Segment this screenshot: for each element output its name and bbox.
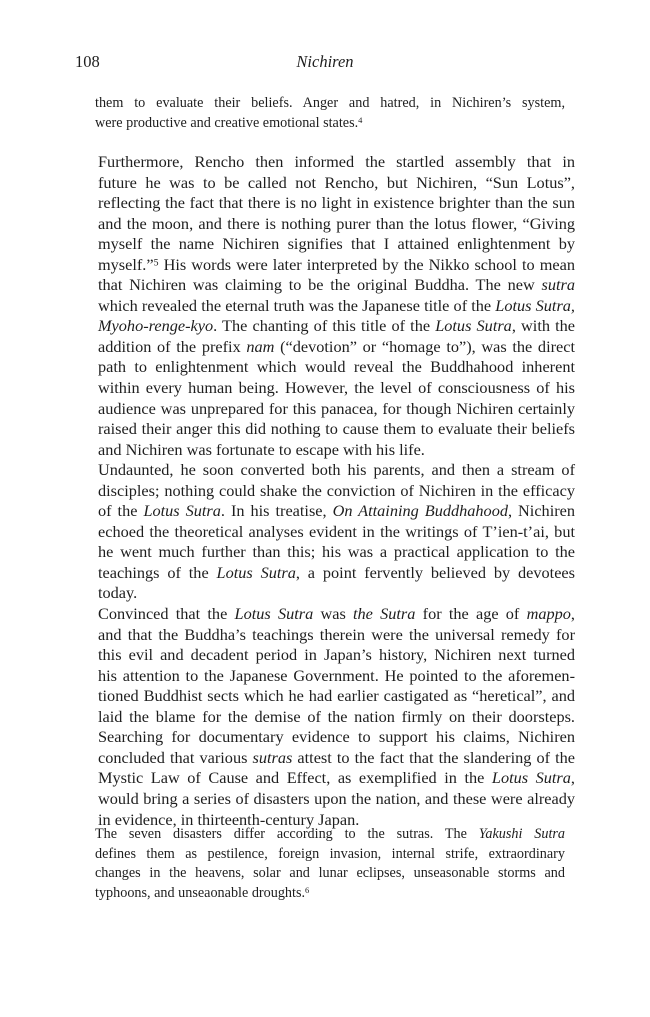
italic-term: sutras	[252, 747, 293, 767]
text-run: Convinced that the	[98, 604, 235, 624]
text-line: would bring a series of disasters upon the nation, and these were already	[98, 788, 575, 808]
text-run: was	[313, 604, 354, 624]
text-line: path to enlightenment which would reveal the Buddhahood inherent	[98, 357, 575, 377]
text-line: this evil and decadent period in Japan’s history, Nichiren next turned	[98, 645, 575, 665]
text-line: future he was to be called not Rencho, but Nichiren, “Sun Lotus”,	[98, 172, 575, 192]
italic-title: Lotus Sutra	[234, 604, 314, 624]
running-header	[75, 52, 575, 76]
block-quote-bottom	[95, 825, 565, 903]
italic-term: sutra	[541, 275, 575, 295]
body-text	[75, 152, 575, 830]
text-line	[75, 768, 575, 789]
text-line: Undaunted, he soon converted both his parents, and then a stream of	[98, 460, 575, 480]
text-line: and Nichiren was fortunate to escape with his life.	[98, 439, 425, 459]
footnote-ref: 6	[305, 884, 310, 895]
text-run: for the age of	[415, 604, 527, 624]
text-line: Furthermore, Rencho then informed the startled assembly that in	[98, 152, 575, 171]
italic-title: Myoho-renge-kyo	[98, 316, 214, 336]
text-run: of the	[98, 501, 144, 521]
quote-text: The seven disasters differ according to the sutras. The	[95, 826, 479, 842]
quote-line	[95, 884, 565, 904]
footnote-ref: 4	[358, 114, 363, 125]
paragraph-2	[75, 460, 575, 604]
text-line	[75, 604, 575, 625]
text-line	[75, 337, 575, 358]
text-line: audience was unprepared for this panacea, for though Nichiren certainly	[98, 398, 575, 418]
footnote-ref: 5	[153, 257, 159, 269]
text-line: echoed the theoretical analyses evident in the writings of T’ien-t’ai, but	[98, 521, 575, 541]
quote-line: changes in the heavens, solar and lunar eclipses, unseasonable storms and	[95, 865, 565, 882]
quote-text: typhoons, and unseaonable droughts.	[95, 884, 306, 901]
running-title: Nichiren	[296, 52, 354, 71]
quote-text: were productive and creative emotional states.	[95, 114, 359, 131]
paragraph-3	[75, 604, 575, 830]
text-line	[75, 748, 575, 769]
text-line: and the moon, and there is nothing purer than the lotus flower, “Giving	[98, 213, 575, 233]
text-run: . In his treatise,	[220, 501, 333, 521]
italic-title: Lotus Sutra	[435, 316, 512, 336]
text-line: reflecting the fact that there is no light in existence brighter than the sun	[98, 193, 575, 213]
text-line	[75, 563, 575, 584]
quote-line	[95, 114, 565, 134]
text-line: and that the Buddha’s teachings therein were the universal remedy for	[98, 624, 575, 644]
text-line: laid the blame for the demise of the nation firmly on their doorsteps.	[98, 706, 575, 726]
text-line	[75, 275, 575, 296]
text-run: ,	[570, 768, 575, 788]
quote-line	[95, 825, 565, 845]
text-line: in evidence, in thirteenth-century Japan.	[98, 809, 360, 829]
text-run: attest to the fact that the slandering of the	[292, 747, 575, 767]
text-run: , a point fervently believed by devotees	[295, 562, 575, 582]
text-run: myself.”	[98, 254, 154, 274]
text-line	[75, 316, 575, 337]
block-quote-top	[95, 94, 565, 133]
italic-title: Lotus Sutra,	[495, 295, 575, 315]
text-line: disciples; nothing could shake the conviction of Nichiren in the efficacy	[98, 480, 575, 500]
text-line: within every human being. However, the level of consciousness of his	[98, 378, 575, 398]
italic-term: nam	[246, 336, 275, 356]
text-run: , Nichiren	[507, 501, 576, 521]
text-run: teachings of the	[98, 562, 217, 582]
text-run: . The chanting of this title of the	[213, 316, 436, 336]
quote-line: them to evaluate their beliefs. Anger and hatred, in Nichiren’s system,	[95, 95, 565, 111]
paragraph-1	[75, 152, 575, 460]
text-line: his attention to the Japanese Government. He pointed to the aforemen-	[98, 665, 575, 685]
quote-line: defines them as pestilence, foreign invasion, internal strife, extraordinary	[95, 845, 565, 862]
text-line: today.	[98, 583, 138, 603]
italic-term: mappo	[526, 604, 571, 624]
text-line: he went much further than this; his was a practical application to the	[98, 542, 575, 562]
text-run: (“devotion” or “homage to”), was the direct	[274, 336, 575, 356]
text-line	[75, 296, 575, 317]
text-run: that Nichiren was claiming to be the original Buddha. The new	[98, 275, 542, 295]
text-line	[75, 501, 575, 522]
italic-title: Lotus Sutra	[491, 768, 571, 788]
text-line	[75, 255, 575, 276]
text-line: raised their anger this did nothing to cause them to evaluate their beliefs	[98, 419, 575, 439]
text-run: which revealed the eternal truth was the Japanese title of the	[98, 295, 496, 315]
text-line: Searching for documentary evidence to support his claims, Nichiren	[98, 727, 575, 747]
text-run: ,	[570, 604, 575, 624]
text-run: addition of the prefix	[98, 336, 247, 356]
text-line: myself the name Nichiren signifies that I attained enlightenment by	[98, 234, 575, 254]
text-line: tioned Buddhist sects which he had earlier castigated as “heretical”, and	[98, 686, 575, 706]
page-number: 108	[75, 52, 100, 71]
text-run: His words were later interpreted by the Nikko school to mean	[158, 254, 575, 274]
text-run: , with the	[511, 316, 575, 336]
text-run: concluded that various	[98, 747, 253, 767]
italic-title: Lotus Sutra	[143, 501, 221, 521]
italic-title: On Attaining Buddhahood	[332, 501, 508, 521]
italic-title: Yakushi Sutra	[478, 826, 566, 842]
italic-emphasis: the Sutra	[353, 604, 416, 624]
italic-title: Lotus Sutra	[216, 562, 296, 582]
text-run: Mystic Law of Cause and Effect, as exemplified in the	[98, 768, 492, 788]
